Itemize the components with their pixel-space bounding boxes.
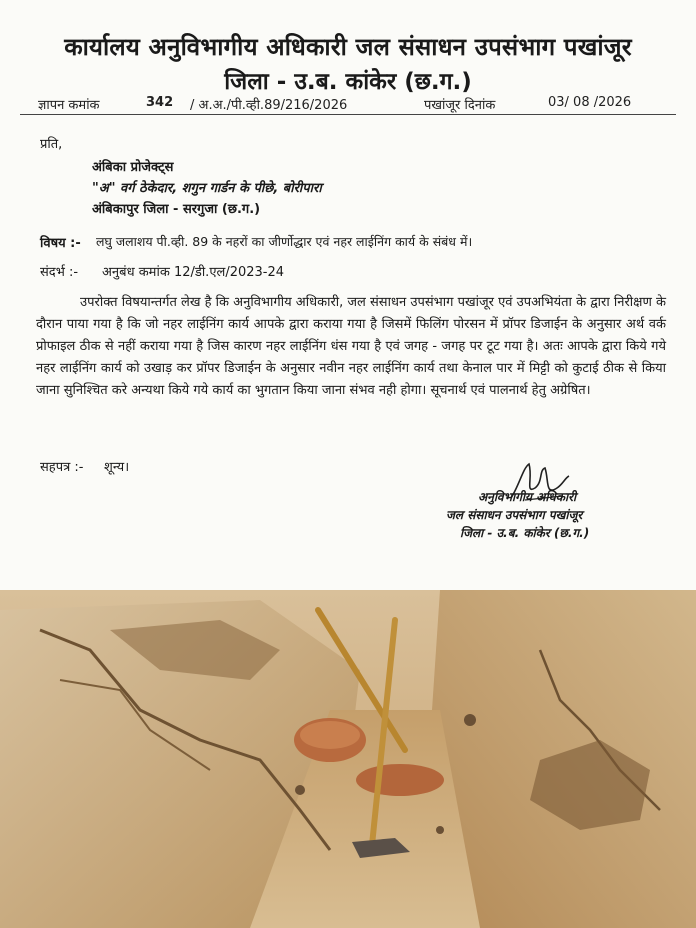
district-line: जिला - उ.ब. कांकेर (छ.ग.) [224,69,472,95]
stone-2 [295,785,305,795]
signatory-district: जिला - उ.ब. कांकेर (छ.ग.) [460,526,590,540]
metal-pan-2 [356,764,444,796]
office-title: कार्यालय अनुविभागीय अधिकारी जल संसाधन उपसंभाग पखांजूर [64,33,632,61]
stone-1 [464,714,476,726]
reference-text: अनुबंध कमांक 12/डी.एल/2023-24 [102,265,285,280]
memo-number: 342 [146,95,174,110]
signature-block [432,488,672,540]
subject-label: विषय :- [40,236,81,251]
recipient-line-2: "अ" वर्ग ठेकेदार, शगुन गार्डन के पीछे, बोरीपारा [92,181,322,196]
to-label: प्रति, [40,137,63,152]
subject-text: लघु जलाशय पी.व्ही. 89 के नहरों का जीर्णोद्धार एवं नहर लाईनिंग कार्य के संबंध में। [96,234,473,249]
memo-ref: / अ.अ./पी.व्ही.89/216/2026 [190,98,348,113]
memo-label: ज्ञापन कमांक [38,98,100,113]
damaged-canal-photo [0,590,696,928]
signatory-title: अनुविभागीय अधिकारी [478,490,577,504]
enclosure-label: सहपत्र :- [40,460,84,475]
recipient-line-3: अंबिकापुर जिला - सरगुजा (छ.ग.) [92,202,261,217]
header-rule [20,114,676,115]
metal-pan-1-inner [300,721,360,749]
letter-body: उपरोक्त विषयान्तर्गत लेख है कि अनुविभागीय अधिकारी, जल संसाधन उपसंभाग पखांजूर एवं उपअभियंता के द्वारा निरीक्षण के दौरान पाया गया है कि जो नहर लाईनिंग कार्य आपके द्वारा कराया गया है जिसमें फिलिंग पोरसन में प्रॉपर डिजाईन के अनुसार अर्थ वर्क प्रोफाइल ठीक से नहीं कराया गया है जिस कारण नहर लाईनिंग धंस गया है एवं जगह - जगह पर टूट गया है। अतः आपके द्वारा किये गये नहर लाईनिंग कार्य को उखाड़ कर प्रॉपर डिजाईन के अनुसार नवीन नहर लाईनिंग कार्य तथा केनाल पार में मिट्टी को कुटाई ठीक से किया जाना सुनिश्चित करे अन्यथा किये गये कार्य का भुगतान किया जाना संभव नही होगा। सूचनार्थ एवं पालनार्थ हेतु अग्रेषित। [36,295,666,398]
signatory-office: जल संसाधन उपसंभाग पखांजूर [446,508,583,522]
stone-3 [436,826,444,834]
letter-date: 03/ 08 /2026 [548,95,632,110]
reference-label: संदर्भ :- [40,265,79,280]
enclosure-text: शून्य। [104,460,130,475]
place-date-label: पखांजूर दिनांक [424,98,496,113]
recipient-line-1: अंबिका प्रोजेक्ट्स [92,160,174,175]
